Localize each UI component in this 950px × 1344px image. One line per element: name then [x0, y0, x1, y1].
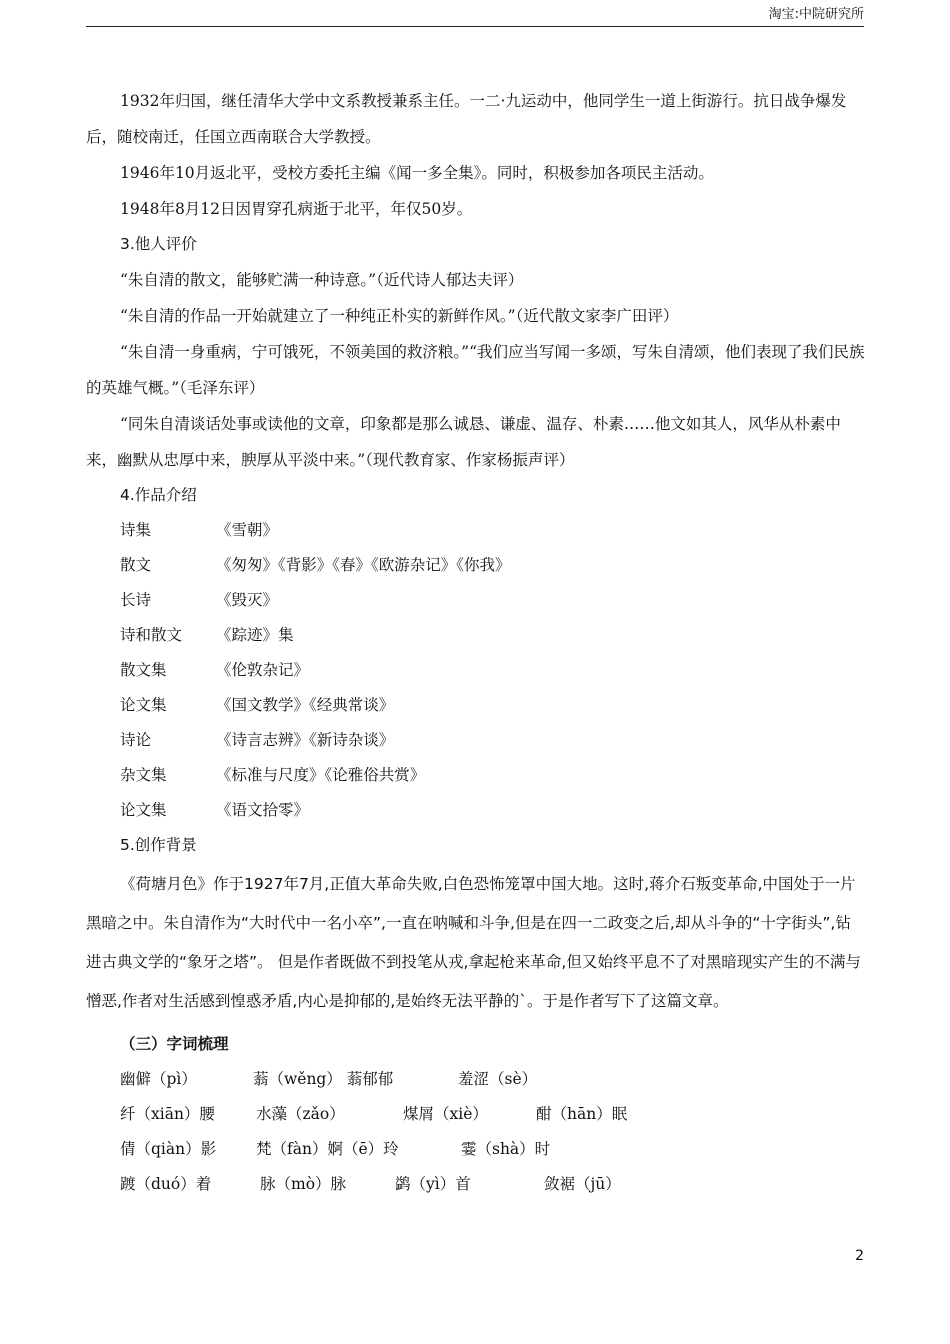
works-titles: 《语文拾零》 — [216, 801, 310, 819]
works-titles: 《毁灭》 — [216, 591, 279, 609]
works-genre: 散文集 — [120, 661, 167, 679]
vocab-item: 鹢（yì）首 — [395, 1175, 471, 1193]
page-content — [86, 83, 866, 1202]
vocab-row — [86, 1062, 866, 1097]
works-titles: 《诗言志辨》《新诗杂谈》 — [216, 731, 395, 749]
quote: “朱自清的作品一开始就建立了一种纯正朴实的新鲜作风。”（近代散文家李广田评） — [120, 307, 679, 325]
works-genre: 论文集 — [120, 801, 167, 819]
vocab-item: 梵（fàn）婀（ē）玲 — [256, 1140, 399, 1158]
vocab-row — [86, 1167, 866, 1202]
header-text: 淘宝:中院研究所 — [768, 7, 864, 22]
vocab-item: 蓊（wěng） 蓊郁郁 — [253, 1070, 394, 1088]
works-genre: 论文集 — [120, 696, 167, 714]
works-titles: 《伦敦杂记》 — [216, 661, 310, 679]
works-genre: 诗论 — [120, 731, 152, 749]
works-row — [86, 513, 866, 548]
vocab-item: 脉（mò）脉 — [260, 1175, 347, 1193]
works-titles: 《雪朝》 — [216, 521, 279, 539]
page-number: 2 — [855, 1248, 864, 1264]
works-row — [86, 688, 866, 723]
works-titles: 《踪迹》集 — [216, 626, 294, 644]
section-heading: 4.作品介绍 — [120, 486, 197, 504]
quote: “同朱自清谈话处事或读他的文章，印象都是那么诚恳、谦虚、温存、朴素……他文如其人，风华从朴素中来，幽默从忠厚中来，腴厚从平淡中来。”（现代教育家、作家杨振声评） — [86, 415, 841, 469]
vocab-item: 酣（hān）眠 — [536, 1105, 628, 1123]
works-genre: 散文 — [120, 556, 152, 574]
works-genre: 诗集 — [120, 521, 152, 539]
vocab-item: 羞涩（sè） — [458, 1070, 538, 1088]
works-genre: 长诗 — [120, 591, 152, 609]
works-genre: 杂文集 — [120, 766, 167, 784]
background-paragraph: 《荷塘月色》作于1927年7月,正值大革命失败,白色恐怖笼罩中国大地。这时,蒋介石叛变革命,中国处于一片黑暗之中。朱自清作为“大时代中一名小卒”,一直在呐喊和斗争,但是在四一二政变之后,却从斗争的“十字街头”,钻进古典文学的“象牙之塔”。 但是作者既做不到投笔从戎,拿起枪来革命,但又始终平息不了对黑暗现实产生的不满与憎恶,作者对生活感到惶惑矛盾,内心是抑郁的,是始终无法平静的`。于是作者写下了这篇文章。 — [86, 875, 861, 1010]
works-titles: 《标准与尺度》《论雅俗共赏》 — [216, 766, 426, 784]
vocab-item: 纤（xiān）腰 — [120, 1105, 215, 1123]
page-header — [86, 6, 864, 27]
works-row — [86, 758, 866, 793]
works-titles: 《匆匆》《背影》《春》《欧游杂记》《你我》 — [216, 556, 511, 574]
vocab-item: 水藻（zǎo） — [256, 1105, 345, 1123]
section-heading: （三）字词梳理 — [120, 1035, 229, 1053]
works-row — [86, 583, 866, 618]
works-row — [86, 618, 866, 653]
works-list — [86, 513, 866, 828]
works-row — [86, 793, 866, 828]
vocab-table — [86, 1062, 866, 1202]
vocab-item: 煤屑（xiè） — [403, 1105, 488, 1123]
works-row — [86, 653, 866, 688]
vocab-item: 幽僻（pì） — [120, 1070, 197, 1088]
quote: “朱自清一身重病，宁可饿死，不领美国的救济粮。”“我们应当写闻一多颂，写朱自清颂，他们表现了我们民族的英雄气概。”（毛泽东评） — [86, 343, 865, 397]
vocab-row — [86, 1097, 866, 1132]
bio-paragraph: 1946年10月返北平，受校方委托主编《闻一多全集》。同时，积极参加各项民主活动。 — [120, 164, 714, 182]
vocab-item: 倩（qiàn）影 — [120, 1140, 217, 1158]
works-titles: 《国文教学》《经典常谈》 — [216, 696, 395, 714]
vocab-item: 踱（duó）着 — [120, 1175, 212, 1193]
quote: “朱自清的散文，能够贮满一种诗意。”（近代诗人郁达夫评） — [120, 271, 524, 289]
vocab-row — [86, 1132, 866, 1167]
works-row — [86, 548, 866, 583]
vocab-item: 敛裾（jū） — [544, 1175, 621, 1193]
works-row — [86, 723, 866, 758]
section-heading: 5.创作背景 — [120, 836, 197, 854]
bio-paragraph: 1948年8月12日因胃穿孔病逝于北平，年仅50岁。 — [120, 200, 473, 218]
works-genre: 诗和散文 — [120, 626, 183, 644]
section-heading: 3.他人评价 — [120, 235, 197, 253]
vocab-item: 霎（shà）时 — [461, 1140, 551, 1158]
bio-paragraph: 1932年归国，继任清华大学中文系教授兼系主任。一二·九运动中，他同学生一道上街游行。抗日战争爆发后，随校南迁，任国立西南联合大学教授。 — [86, 92, 847, 146]
